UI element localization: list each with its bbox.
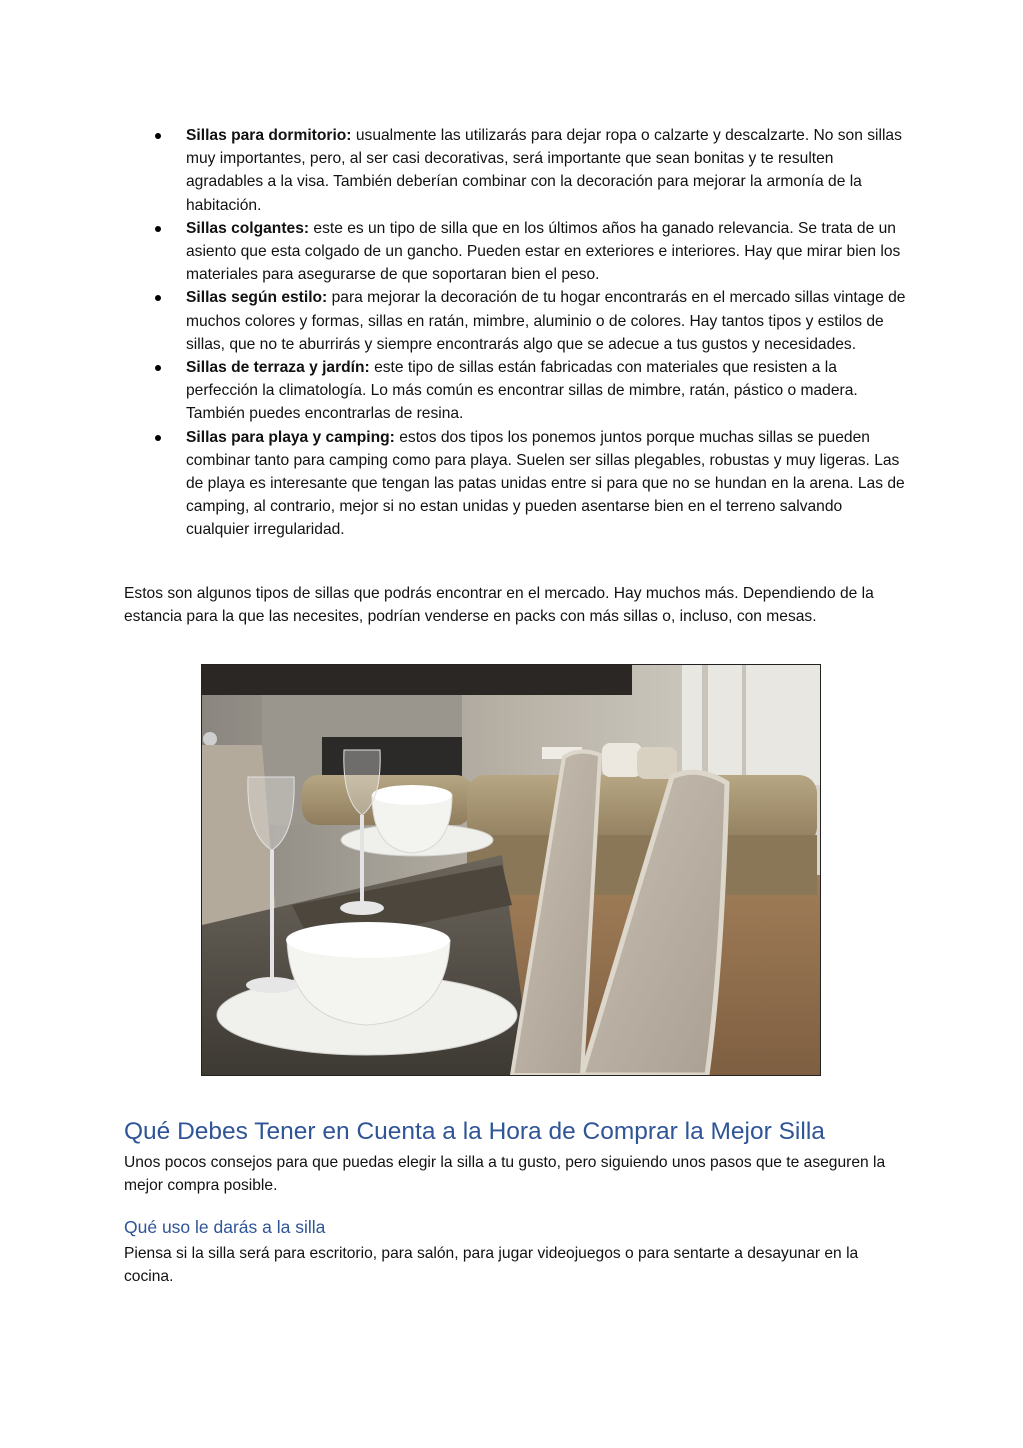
list-item bbox=[124, 217, 909, 287]
dining-table-photo bbox=[201, 664, 821, 1076]
bullet-icon bbox=[155, 133, 161, 139]
intro-paragraph: Estos son algunos tipos de sillas que podrás encontrar en el mercado. Hay muchos más. Dependiendo de la estancia para la que las necesites, podrían venderse en packs con más sillas o, incluso, con mesas. bbox=[124, 585, 874, 626]
list-item-title: Sillas para playa y camping: bbox=[186, 428, 400, 446]
bullet-icon bbox=[155, 226, 161, 232]
list-item-title: Sillas colgantes: bbox=[186, 219, 314, 237]
list-item-title: Sillas según estilo: bbox=[186, 289, 332, 307]
list-item bbox=[124, 356, 909, 426]
list-item-text: estos dos tipos los ponemos juntos porque muchas sillas se pueden combinar tanto para camping como para playa. Suelen ser sillas plegables, robustas y muy ligeras. Las de playa es interesante que tengan las patas unidas entre si para que no se hundan en la arena. Las de camping, al contrario, mejor si no estan unidas y pueden asentarse bien en el terreno salvando cualquier irregularidad. bbox=[186, 428, 905, 539]
section-paragraph: Unos pocos consejos para que puedas elegir la silla a tu gusto, pero siguiendo unos pasos que te aseguren la mejor compra posible. bbox=[124, 1154, 886, 1195]
list-item-title: Sillas de terraza y jardín: bbox=[186, 359, 375, 377]
bullet-icon bbox=[155, 295, 161, 301]
photo-illustration bbox=[202, 665, 820, 1075]
section-heading: Qué Debes Tener en Cuenta a la Hora de Comprar la Mejor Silla bbox=[124, 1118, 825, 1145]
list-item bbox=[124, 426, 909, 542]
list-item bbox=[124, 286, 909, 356]
chair-types-list bbox=[124, 124, 909, 542]
list-item-text: para mejorar la decoración de tu hogar encontrarás en el mercado sillas vintage de muchos colores y formas, sillas en ratán, mimbre, aluminio o de colores. Hay tantos tipos y estilos de sillas, que no te aburrirás y siempre encontrarás algo que se adecue a tus gustos y necesidades. bbox=[186, 289, 906, 353]
bullet-icon bbox=[155, 365, 161, 371]
subsection-heading: Qué uso le darás a la silla bbox=[124, 1217, 326, 1237]
list-item-text: este tipo de sillas están fabricadas con materiales que resisten a la perfección la climatología. Lo más común es encontrar sillas de mimbre, ratán, pástico o madera. También puedes encontrarlas de resina. bbox=[186, 359, 858, 423]
list-item bbox=[124, 124, 909, 217]
list-item-title: Sillas para dormitorio: bbox=[186, 127, 356, 144]
list-item-text: usualmente las utilizarás para dejar ropa o calzarte y descalzarte. No son sillas muy importantes, pero, al ser casi decorativas, será importante que sean bonitas y te resulten agradables a la visa. También deberían combinar con la decoración para mejorar la armonía de la habitación. bbox=[186, 127, 902, 214]
list-item-text: este es un tipo de silla que en los últimos años ha ganado relevancia. Se trata de un asiento que esta colgado de un gancho. Pueden estar en exteriores e interiores. Hay que mirar bien los materiales para asegurarse de que soportaran bien el peso. bbox=[186, 219, 901, 284]
bullet-icon bbox=[155, 435, 161, 441]
subsection-paragraph: Piensa si la silla será para escritorio, para salón, para jugar videojuegos o para sentarte a desayunar en la cocina. bbox=[124, 1245, 859, 1286]
